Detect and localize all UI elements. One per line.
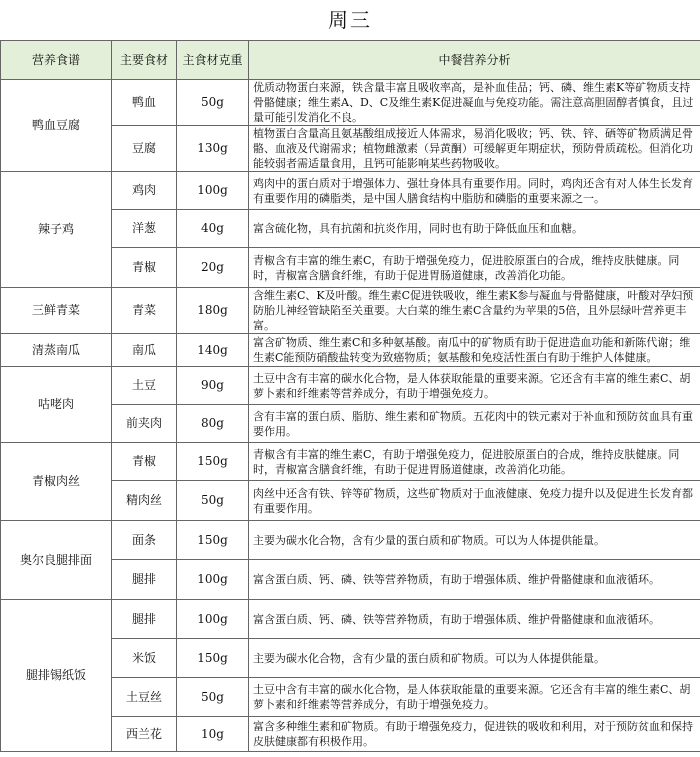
weight-cell: 150g: [177, 639, 249, 678]
analysis-cell: 富含硫化物，具有抗菌和抗炎作用，同时也有助于降低血压和血糖。: [249, 210, 700, 248]
table-row: [1, 288, 700, 334]
analysis-cell: 土豆中含有丰富的碳水化合物，是人体获取能量的重要来源。它还含有丰富的维生素C、胡萝卜素和纤维素等营养成分，有助于增强免疫力。: [249, 367, 700, 405]
dish-name: 三鲜青菜: [1, 288, 112, 334]
analysis-cell: 主要为碳水化合物，含有少量的蛋白质和矿物质。可以为人体提供能量。: [249, 639, 700, 678]
header-analysis: 中餐营养分析: [249, 41, 700, 80]
weight-cell: 50g: [177, 80, 249, 126]
ingredient-cell: 腿排: [112, 600, 177, 639]
ingredient-cell: 土豆丝: [112, 678, 177, 717]
weight-cell: 90g: [177, 367, 249, 405]
ingredient-cell: 土豆: [112, 367, 177, 405]
dish-name: 腿排锡纸饭: [1, 600, 112, 752]
table-header-row: [1, 41, 700, 80]
weight-cell: 100g: [177, 600, 249, 639]
table-body: [1, 80, 700, 752]
ingredient-cell: 青菜: [112, 288, 177, 334]
weight-cell: 150g: [177, 521, 249, 560]
dish-name: 清蒸南瓜: [1, 334, 112, 367]
ingredient-cell: 精肉丝: [112, 481, 177, 521]
weight-cell: 20g: [177, 248, 249, 288]
weight-cell: 150g: [177, 443, 249, 481]
ingredient-cell: 南瓜: [112, 334, 177, 367]
table-row: [1, 334, 700, 367]
ingredient-cell: 青椒: [112, 443, 177, 481]
ingredient-cell: 前夹肉: [112, 405, 177, 443]
ingredient-cell: 面条: [112, 521, 177, 560]
ingredient-cell: 豆腐: [112, 126, 177, 172]
analysis-cell: 植物蛋白含量高且氨基酸组成接近人体需求，易消化吸收；钙、铁、锌、硒等矿物质满足骨骼、血液及代谢需求；植物雌激素（异黄酮）可缓解更年期症状，预防骨质疏松。但消化功能较弱者需适量食用，且钙可能影响某些药物吸收。: [249, 126, 700, 172]
weight-cell: 140g: [177, 334, 249, 367]
dish-name: 鸭血豆腐: [1, 80, 112, 172]
weight-cell: 80g: [177, 405, 249, 443]
table-row: [1, 80, 700, 126]
analysis-cell: 青椒含有丰富的维生素C，有助于增强免疫力，促进胶原蛋白的合成，维持皮肤健康。同时，青椒富含膳食纤维，有助于促进胃肠道健康，改善消化功能。: [249, 248, 700, 288]
ingredient-cell: 米饭: [112, 639, 177, 678]
ingredient-cell: 西兰花: [112, 717, 177, 752]
dish-name: 奥尔良腿排面: [1, 521, 112, 600]
weight-cell: 40g: [177, 210, 249, 248]
header-weight: 主食材克重: [177, 41, 249, 80]
analysis-cell: 土豆中含有丰富的碳水化合物，是人体获取能量的重要来源。它还含有丰富的维生素C、胡萝卜素和纤维素等营养成分，有助于增强免疫力。: [249, 678, 700, 717]
ingredient-cell: 鸡肉: [112, 172, 177, 210]
table-row: [1, 521, 700, 560]
weight-cell: 100g: [177, 172, 249, 210]
weight-cell: 50g: [177, 481, 249, 521]
table-row: [1, 443, 700, 481]
analysis-cell: 富含蛋白质、钙、磷、铁等营养物质，有助于增强体质、维护骨骼健康和血液循环。: [249, 560, 700, 600]
analysis-cell: 主要为碳水化合物，含有少量的蛋白质和矿物质。可以为人体提供能量。: [249, 521, 700, 560]
analysis-cell: 富含蛋白质、钙、磷、铁等营养物质，有助于增强体质、维护骨骼健康和血液循环。: [249, 600, 700, 639]
dish-name: 咕咾肉: [1, 367, 112, 443]
header-ingredient: 主要食材: [112, 41, 177, 80]
analysis-cell: 青椒含有丰富的维生素C，有助于增强免疫力，促进胶原蛋白的合成，维持皮肤健康。同时，青椒富含膳食纤维，有助于促进胃肠道健康，改善消化功能。: [249, 443, 700, 481]
header-recipe: 营养食谱: [1, 41, 112, 80]
dish-name: 辣子鸡: [1, 172, 112, 288]
ingredient-cell: 鸭血: [112, 80, 177, 126]
nutrition-table: [0, 40, 700, 752]
analysis-cell: 含维生素C、K及叶酸。维生素C促进铁吸收，维生素K参与凝血与骨骼健康，叶酸对孕妇预防胎儿神经管缺陷至关重要。大白菜的维生素C含量约为苹果的5倍，且外层绿叶营养更丰富。: [249, 288, 700, 334]
ingredient-cell: 洋葱: [112, 210, 177, 248]
analysis-cell: 含有丰富的蛋白质、脂肪、维生素和矿物质。五花肉中的铁元素对于补血和预防贫血具有重要作用。: [249, 405, 700, 443]
analysis-cell: 优质动物蛋白来源，铁含量丰富且吸收率高，是补血佳品；钙、磷、维生素K等矿物质支持骨骼健康；维生素A、D、C及维生素K促进凝血与免疫功能。需注意高胆固醇者慎食，且过量可能引发消化不良。: [249, 80, 700, 126]
table-row: [1, 172, 700, 210]
ingredient-cell: 腿排: [112, 560, 177, 600]
ingredient-cell: 青椒: [112, 248, 177, 288]
analysis-cell: 肉丝中还含有铁、锌等矿物质，这些矿物质对于血液健康、免疫力提升以及促进生长发育都有重要作用。: [249, 481, 700, 521]
table-row: [1, 600, 700, 639]
weight-cell: 50g: [177, 678, 249, 717]
analysis-cell: 鸡肉中的蛋白质对于增强体力、强壮身体具有重要作用。同时，鸡肉还含有对人体生长发育有重要作用的磷脂类，是中国人膳食结构中脂肪和磷脂的重要来源之一。: [249, 172, 700, 210]
weight-cell: 10g: [177, 717, 249, 752]
dish-name: 青椒肉丝: [1, 443, 112, 521]
weight-cell: 100g: [177, 560, 249, 600]
weight-cell: 180g: [177, 288, 249, 334]
page-title: 周三: [328, 8, 372, 32]
analysis-cell: 富含多种维生素和矿物质。有助于增强免疫力，促进铁的吸收和利用，对于预防贫血和保持皮肤健康都有积极作用。: [249, 717, 700, 752]
analysis-cell: 富含矿物质、维生素C和多种氨基酸。南瓜中的矿物质有助于促进造血功能和新陈代谢；维生素C能预防硝酸盐转变为致癌物质；氨基酸和免疫活性蛋白有助于维护人体健康。: [249, 334, 700, 367]
table-row: [1, 367, 700, 405]
weight-cell: 130g: [177, 126, 249, 172]
